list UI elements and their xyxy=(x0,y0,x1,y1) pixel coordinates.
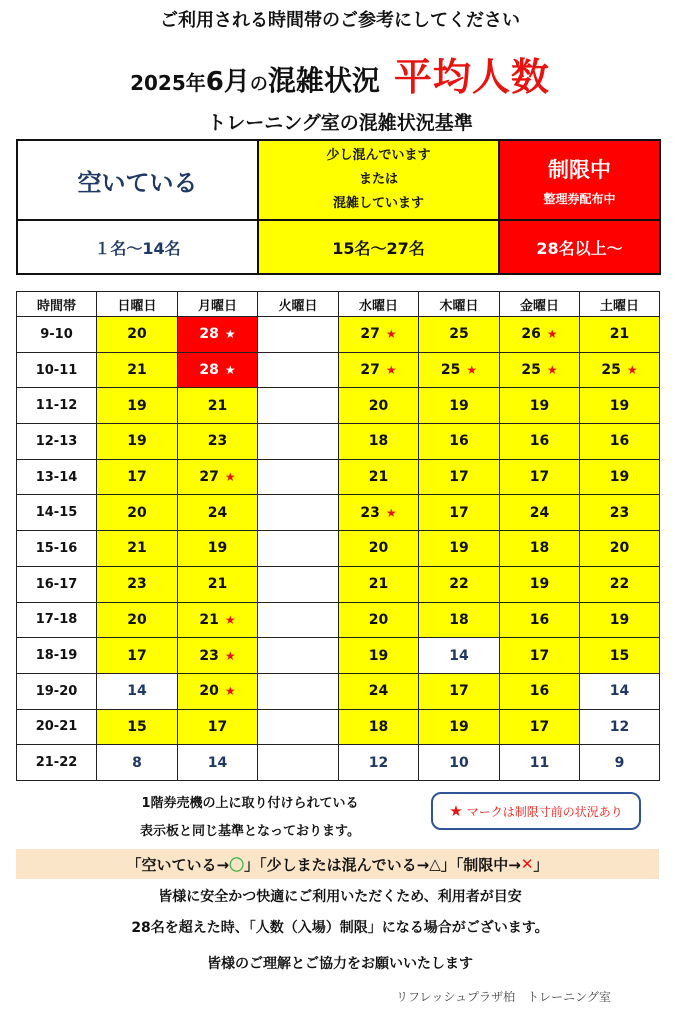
band-part4: 」 xyxy=(533,855,549,874)
count-value: 24 xyxy=(529,504,550,521)
count-value: 19 xyxy=(368,647,389,664)
count-value: 27 xyxy=(360,326,380,343)
count-value: 17 xyxy=(127,647,147,664)
count-value: 20 xyxy=(368,611,389,628)
star-icon: ★ xyxy=(385,363,397,378)
count-cell xyxy=(339,673,419,709)
count-value: 12 xyxy=(609,718,630,735)
count-cell xyxy=(97,459,178,495)
star-icon: ★ xyxy=(626,363,638,378)
table-row xyxy=(17,352,660,388)
legend-mid-range: 15名～27名 xyxy=(258,220,499,274)
count-value: 16 xyxy=(529,683,550,700)
count-cell xyxy=(258,424,339,460)
count-value: 17 xyxy=(529,469,550,486)
legend-full-title: 制限中 xyxy=(548,157,611,182)
count-cell xyxy=(258,495,339,531)
count-cell xyxy=(419,709,500,745)
count-value: 21 xyxy=(207,576,228,593)
column-header: 金曜日 xyxy=(500,292,580,317)
count-value: 20 xyxy=(368,540,389,557)
legend-full-sub: 整理券配布中 xyxy=(543,191,616,206)
header-guide-text: ご利用される時間帯のご参考にしてください xyxy=(160,10,520,31)
count-cell xyxy=(258,673,339,709)
title-month: 6月 xyxy=(205,67,250,97)
count-cell xyxy=(500,388,580,424)
count-value: 27 xyxy=(360,362,380,379)
count-cell xyxy=(419,745,500,781)
criteria-legend-table xyxy=(16,139,661,275)
count-cell xyxy=(178,388,258,424)
star-icon: ★ xyxy=(546,327,558,342)
star-icon: ★ xyxy=(385,327,397,342)
count-cell xyxy=(419,602,500,638)
count-value: 10 xyxy=(449,754,469,771)
count-value: 19 xyxy=(609,397,630,414)
count-value: 21 xyxy=(127,362,147,379)
count-value: 19 xyxy=(127,433,147,450)
count-cell xyxy=(258,388,339,424)
count-cell xyxy=(97,745,178,781)
count-cell xyxy=(419,638,500,674)
count-value: 19 xyxy=(609,469,630,486)
count-value: 22 xyxy=(609,576,630,593)
column-header: 月曜日 xyxy=(178,292,258,317)
title-average: 平均人数 xyxy=(393,55,550,99)
time-slot-cell: 18-19 xyxy=(17,638,97,674)
count-cell xyxy=(97,388,178,424)
count-value: 12 xyxy=(368,754,389,771)
table-row xyxy=(17,495,660,531)
count-cell xyxy=(178,602,258,638)
count-value: 16 xyxy=(529,611,550,628)
count-cell xyxy=(580,531,660,567)
star-mark-note xyxy=(431,792,641,830)
count-cell xyxy=(580,602,660,638)
table-row xyxy=(17,424,660,460)
count-value: 21 xyxy=(127,540,147,557)
star-icon: ★ xyxy=(224,363,236,378)
count-cell xyxy=(339,317,419,353)
star-icon: ★ xyxy=(224,470,236,485)
criteria-title: トレーニング室の混雑状況基準 xyxy=(207,112,473,134)
count-value: 20 xyxy=(368,397,389,414)
count-value: 23 xyxy=(360,504,380,521)
count-cell xyxy=(97,638,178,674)
count-value: 19 xyxy=(609,611,630,628)
count-value: 25 xyxy=(449,326,469,343)
count-cell xyxy=(339,745,419,781)
count-value: 17 xyxy=(449,504,469,521)
message-line3: 皆様のご理解とご協力をお願いいたします xyxy=(207,956,473,972)
title-no: の xyxy=(249,74,268,95)
time-slot-cell: 14-15 xyxy=(17,495,97,531)
count-cell xyxy=(97,495,178,531)
count-cell xyxy=(178,317,258,353)
count-value: 16 xyxy=(529,433,550,450)
count-value: 18 xyxy=(449,611,469,628)
table-row xyxy=(17,673,660,709)
title-year: 2025年 xyxy=(130,71,206,95)
star-icon: ★ xyxy=(224,327,236,342)
time-slot-cell: 12-13 xyxy=(17,424,97,460)
circle-icon: 〇 xyxy=(229,855,245,874)
legend-mid-line2: または xyxy=(358,172,398,187)
count-cell xyxy=(580,566,660,602)
count-value: 18 xyxy=(529,540,550,557)
note-line2: 表示板と同じ基準となっております。 xyxy=(140,824,360,839)
count-value: 19 xyxy=(449,718,469,735)
message-line2: 28名を超えた時、「人数（入場）制限」になる場合がございます。 xyxy=(131,920,549,936)
count-value: 19 xyxy=(127,397,147,414)
count-cell xyxy=(178,424,258,460)
time-slot-cell: 13-14 xyxy=(17,459,97,495)
time-slot-cell: 16-17 xyxy=(17,566,97,602)
count-cell xyxy=(97,709,178,745)
count-cell xyxy=(500,531,580,567)
count-value: 21 xyxy=(199,611,219,628)
count-cell xyxy=(97,602,178,638)
table-row xyxy=(17,388,660,424)
band-part1: 「空いている→ xyxy=(126,855,230,874)
band-part2: 」「少しまたは混んでいる→ xyxy=(244,855,430,874)
note-line1: 1階券売機の上に取り付けられている xyxy=(141,796,359,811)
count-cell xyxy=(500,352,580,388)
count-cell xyxy=(258,531,339,567)
count-value: 19 xyxy=(449,540,469,557)
triangle-icon: △ xyxy=(429,855,441,873)
congestion-table xyxy=(16,291,660,781)
count-cell xyxy=(258,709,339,745)
table-row xyxy=(17,602,660,638)
count-value: 25 xyxy=(440,362,461,379)
count-value: 16 xyxy=(609,433,630,450)
count-cell xyxy=(339,531,419,567)
count-cell xyxy=(258,317,339,353)
count-value: 19 xyxy=(529,576,550,593)
legend-empty-label: 空いている xyxy=(17,140,258,220)
count-value: 9 xyxy=(614,754,625,771)
count-cell xyxy=(339,638,419,674)
count-cell xyxy=(97,566,178,602)
count-cell xyxy=(500,495,580,531)
count-value: 14 xyxy=(609,683,630,700)
time-slot-cell: 15-16 xyxy=(17,531,97,567)
count-cell xyxy=(178,638,258,674)
count-cell xyxy=(419,495,500,531)
count-cell xyxy=(580,495,660,531)
symbol-legend-band xyxy=(16,849,659,879)
count-cell xyxy=(419,317,500,353)
count-value: 27 xyxy=(199,469,219,486)
column-header: 日曜日 xyxy=(97,292,178,317)
column-header: 時間帯 xyxy=(17,292,97,317)
count-cell xyxy=(580,459,660,495)
count-value: 24 xyxy=(368,683,389,700)
time-slot-cell: 21-22 xyxy=(17,745,97,781)
count-cell xyxy=(500,602,580,638)
title-congestion: 混雑状況 xyxy=(267,64,380,97)
count-cell xyxy=(258,602,339,638)
count-value: 20 xyxy=(127,326,147,343)
count-value: 21 xyxy=(207,397,228,414)
count-cell xyxy=(258,566,339,602)
count-value: 21 xyxy=(368,469,389,486)
count-cell xyxy=(339,566,419,602)
count-value: 26 xyxy=(521,326,541,343)
count-cell xyxy=(500,459,580,495)
count-value: 20 xyxy=(127,611,147,628)
count-cell xyxy=(500,745,580,781)
count-value: 24 xyxy=(207,504,228,521)
count-cell xyxy=(339,388,419,424)
count-cell xyxy=(258,638,339,674)
count-cell xyxy=(178,352,258,388)
count-cell xyxy=(419,424,500,460)
count-cell xyxy=(419,459,500,495)
count-value: 17 xyxy=(449,469,469,486)
star-mark-text: マークは制限寸前の状況あり xyxy=(466,804,623,819)
column-header: 土曜日 xyxy=(580,292,660,317)
count-value: 20 xyxy=(127,504,147,521)
count-value: 20 xyxy=(609,540,630,557)
display-board-note xyxy=(110,790,390,846)
count-cell xyxy=(258,745,339,781)
time-slot-cell: 19-20 xyxy=(17,673,97,709)
message-line1: 皆様に安全かつ快適にご利用いただくため、利用者が目安 xyxy=(158,889,522,905)
legend-empty-range: １名～14名 xyxy=(17,220,258,274)
count-cell xyxy=(500,638,580,674)
count-cell xyxy=(580,388,660,424)
count-value: 28 xyxy=(199,362,219,379)
star-icon: ★ xyxy=(224,684,236,699)
count-value: 17 xyxy=(529,718,550,735)
count-cell xyxy=(97,673,178,709)
count-cell xyxy=(339,602,419,638)
column-header: 水曜日 xyxy=(339,292,419,317)
table-row xyxy=(17,745,660,781)
time-slot-cell: 20-21 xyxy=(17,709,97,745)
star-icon: ★ xyxy=(449,802,463,820)
legend-mid-line1: 少し混んでいます xyxy=(326,148,431,163)
count-value: 18 xyxy=(368,433,389,450)
count-value: 21 xyxy=(609,326,630,343)
count-cell xyxy=(339,709,419,745)
table-row xyxy=(17,459,660,495)
column-header: 木曜日 xyxy=(419,292,500,317)
count-cell xyxy=(339,352,419,388)
count-cell xyxy=(500,709,580,745)
table-header-row xyxy=(17,292,660,317)
count-cell xyxy=(258,459,339,495)
count-cell xyxy=(97,317,178,353)
count-value: 19 xyxy=(207,540,228,557)
count-cell xyxy=(178,531,258,567)
count-value: 16 xyxy=(449,433,469,450)
time-slot-cell: 17-18 xyxy=(17,602,97,638)
count-cell xyxy=(419,566,500,602)
count-cell xyxy=(97,424,178,460)
count-cell xyxy=(178,459,258,495)
count-cell xyxy=(419,388,500,424)
count-value: 23 xyxy=(199,647,219,664)
count-value: 21 xyxy=(368,576,389,593)
table-row xyxy=(17,709,660,745)
page-title xyxy=(0,46,680,101)
count-value: 19 xyxy=(449,397,469,414)
count-cell xyxy=(178,673,258,709)
count-value: 17 xyxy=(449,683,469,700)
count-cell xyxy=(178,709,258,745)
count-value: 15 xyxy=(127,718,147,735)
count-value: 25 xyxy=(601,362,621,379)
count-value: 23 xyxy=(609,504,630,521)
star-icon: ★ xyxy=(224,648,236,663)
count-value: 28 xyxy=(199,326,219,343)
count-cell xyxy=(500,566,580,602)
count-value: 14 xyxy=(207,754,228,771)
table-row xyxy=(17,638,660,674)
count-cell xyxy=(580,709,660,745)
table-row xyxy=(17,317,660,353)
count-value: 20 xyxy=(199,683,219,700)
count-value: 11 xyxy=(529,754,550,771)
count-cell xyxy=(500,317,580,353)
table-row xyxy=(17,531,660,567)
count-cell xyxy=(580,424,660,460)
star-icon: ★ xyxy=(546,363,558,378)
count-cell xyxy=(178,745,258,781)
time-slot-cell: 9-10 xyxy=(17,317,97,353)
count-value: 17 xyxy=(127,469,147,486)
count-value: 14 xyxy=(449,647,469,664)
count-cell xyxy=(339,459,419,495)
band-part3: 」「制限中→ xyxy=(440,855,521,874)
table-row xyxy=(17,566,660,602)
count-value: 23 xyxy=(127,576,147,593)
legend-mid-label xyxy=(258,140,499,220)
count-value: 17 xyxy=(529,647,550,664)
legend-mid-line3: 混雑しています xyxy=(332,196,424,211)
count-cell xyxy=(419,531,500,567)
count-value: 18 xyxy=(368,718,389,735)
star-icon: ★ xyxy=(224,612,236,627)
cross-icon: ✕ xyxy=(520,855,534,873)
count-cell xyxy=(500,424,580,460)
count-cell xyxy=(580,352,660,388)
legend-full-range: 28名以上～ xyxy=(499,220,660,274)
count-cell xyxy=(580,317,660,353)
count-cell xyxy=(419,352,500,388)
facility-footer: リフレッシュプラザ柏 トレーニング室 xyxy=(396,990,611,1004)
count-value: 8 xyxy=(132,754,142,771)
count-cell xyxy=(97,352,178,388)
count-value: 19 xyxy=(529,397,550,414)
count-cell xyxy=(339,495,419,531)
count-cell xyxy=(178,495,258,531)
count-value: 25 xyxy=(521,362,541,379)
count-cell xyxy=(580,673,660,709)
star-icon: ★ xyxy=(466,363,478,378)
star-icon: ★ xyxy=(385,505,397,520)
count-value: 17 xyxy=(207,718,228,735)
count-cell xyxy=(580,638,660,674)
count-cell xyxy=(500,673,580,709)
time-slot-cell: 10-11 xyxy=(17,352,97,388)
count-cell xyxy=(419,673,500,709)
time-slot-cell: 11-12 xyxy=(17,388,97,424)
count-cell xyxy=(97,531,178,567)
count-cell xyxy=(178,566,258,602)
column-header: 火曜日 xyxy=(258,292,339,317)
count-value: 23 xyxy=(207,433,228,450)
count-value: 22 xyxy=(449,576,469,593)
legend-full-label xyxy=(499,140,660,220)
count-cell xyxy=(339,424,419,460)
count-value: 15 xyxy=(609,647,630,664)
count-cell xyxy=(580,745,660,781)
count-cell xyxy=(258,352,339,388)
count-value: 14 xyxy=(127,683,147,700)
